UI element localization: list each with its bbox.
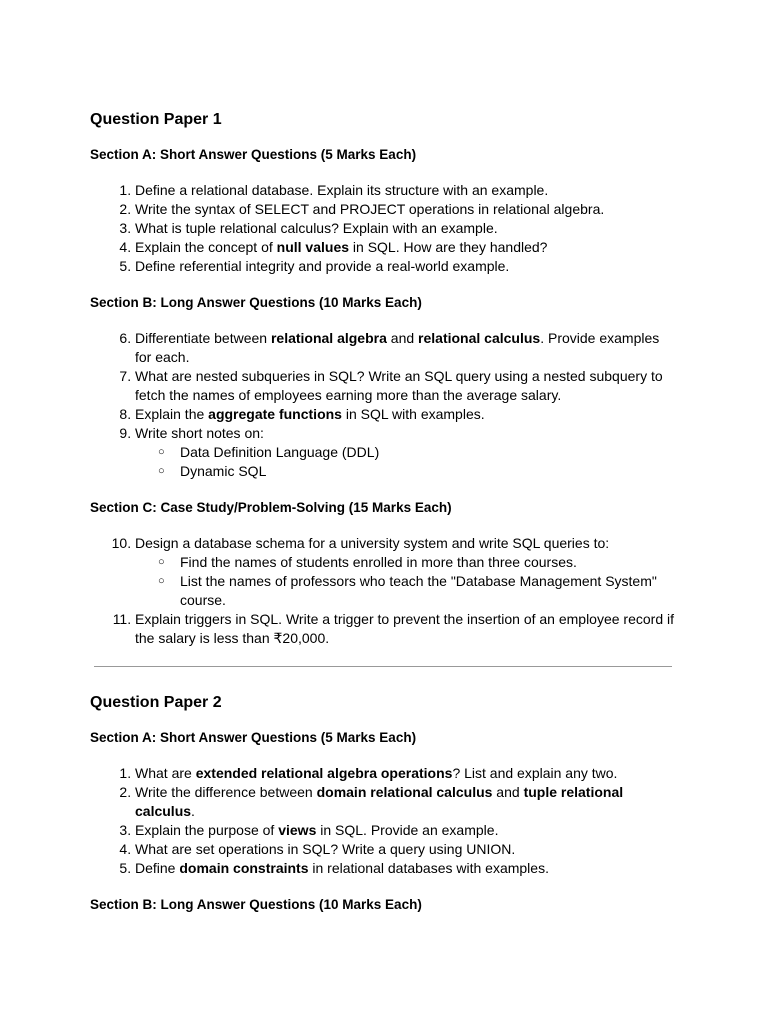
question-item: 6. Differentiate between relational algebra and relational calculus. Provide examples for each. xyxy=(135,329,676,367)
bold-term: null values xyxy=(276,239,350,255)
paper-1-section-a-title: Section A: Short Answer Questions (5 Marks Each) xyxy=(90,147,417,162)
paper-1-title: Question Paper 1 xyxy=(90,111,222,128)
question-item: 9. Write short notes on: ○ Data Definition Language (DDL) ○ Dynamic SQL xyxy=(135,424,676,481)
sub-item: ○ Dynamic SQL xyxy=(180,462,676,481)
question-item: 7. What are nested subqueries in SQL? Write an SQL query using a nested subquery to fetch the names of employees earning more than the average salary. xyxy=(135,367,676,405)
bold-term: domain relational calculus xyxy=(316,784,493,800)
question-item: 5. Define referential integrity and provide a real-world example. xyxy=(135,257,676,276)
section-divider xyxy=(94,666,672,667)
paper-2-title: Question Paper 2 xyxy=(90,694,222,711)
question-item: 2. Write the difference between domain relational calculus and tuple relational calculus. xyxy=(135,783,676,821)
bold-term: tuple relational calculus xyxy=(135,784,624,819)
question-item: 1. What are extended relational algebra operations? List and explain any two. xyxy=(135,764,676,783)
paper-1-section-a-list xyxy=(90,181,676,276)
bold-term: aggregate functions xyxy=(208,406,342,422)
paper-1-section-c-title: Section C: Case Study/Problem-Solving (15 Marks Each) xyxy=(90,500,452,515)
paper-1-section-b-list xyxy=(90,329,676,481)
question-item: 4. What are set operations in SQL? Write a query using UNION. xyxy=(135,840,676,859)
paper-1-section-b-title: Section B: Long Answer Questions (10 Marks Each) xyxy=(90,295,422,310)
bold-term: views xyxy=(278,822,317,838)
question-item: 3. What is tuple relational calculus? Explain with an example. xyxy=(135,219,676,238)
question-item: 2. Write the syntax of SELECT and PROJECT operations in relational algebra. xyxy=(135,200,676,219)
paper-2-section-b-title: Section B: Long Answer Questions (10 Marks Each) xyxy=(90,897,422,912)
paper-2-section-a-title: Section A: Short Answer Questions (5 Marks Each) xyxy=(90,730,417,745)
sub-item: ○ List the names of professors who teach the "Database Management System" course. xyxy=(180,572,676,610)
bold-term: domain constraints xyxy=(179,860,309,876)
sub-list xyxy=(135,553,676,610)
bold-term: extended relational algebra operations xyxy=(195,765,453,781)
paper-1-section-c-list xyxy=(90,534,676,648)
bold-term: relational calculus xyxy=(418,330,541,346)
question-item: 1. Define a relational database. Explain its structure with an example. xyxy=(135,181,676,200)
question-item: 3. Explain the purpose of views in SQL. Provide an example. xyxy=(135,821,676,840)
bold-term: relational algebra xyxy=(270,330,387,346)
paper-2-section-a-list xyxy=(90,764,676,878)
question-item: 5. Define domain constraints in relational databases with examples. xyxy=(135,859,676,878)
question-item: 8. Explain the aggregate functions in SQL with examples. xyxy=(135,405,676,424)
sub-item: ○ Find the names of students enrolled in more than three courses. xyxy=(180,553,676,572)
question-item: 4. Explain the concept of null values in SQL. How are they handled? xyxy=(135,238,676,257)
question-item: 11. Explain triggers in SQL. Write a trigger to prevent the insertion of an employee record if the salary is less than ₹20,000. xyxy=(135,610,676,648)
question-item: 10. Design a database schema for a university system and write SQL queries to: ○ Find the names of students enrolled in more than three courses. ○ List the names of professors who teach the "Database Management System" course. xyxy=(135,534,676,610)
sub-list xyxy=(135,443,676,481)
sub-item: ○ Data Definition Language (DDL) xyxy=(180,443,676,462)
